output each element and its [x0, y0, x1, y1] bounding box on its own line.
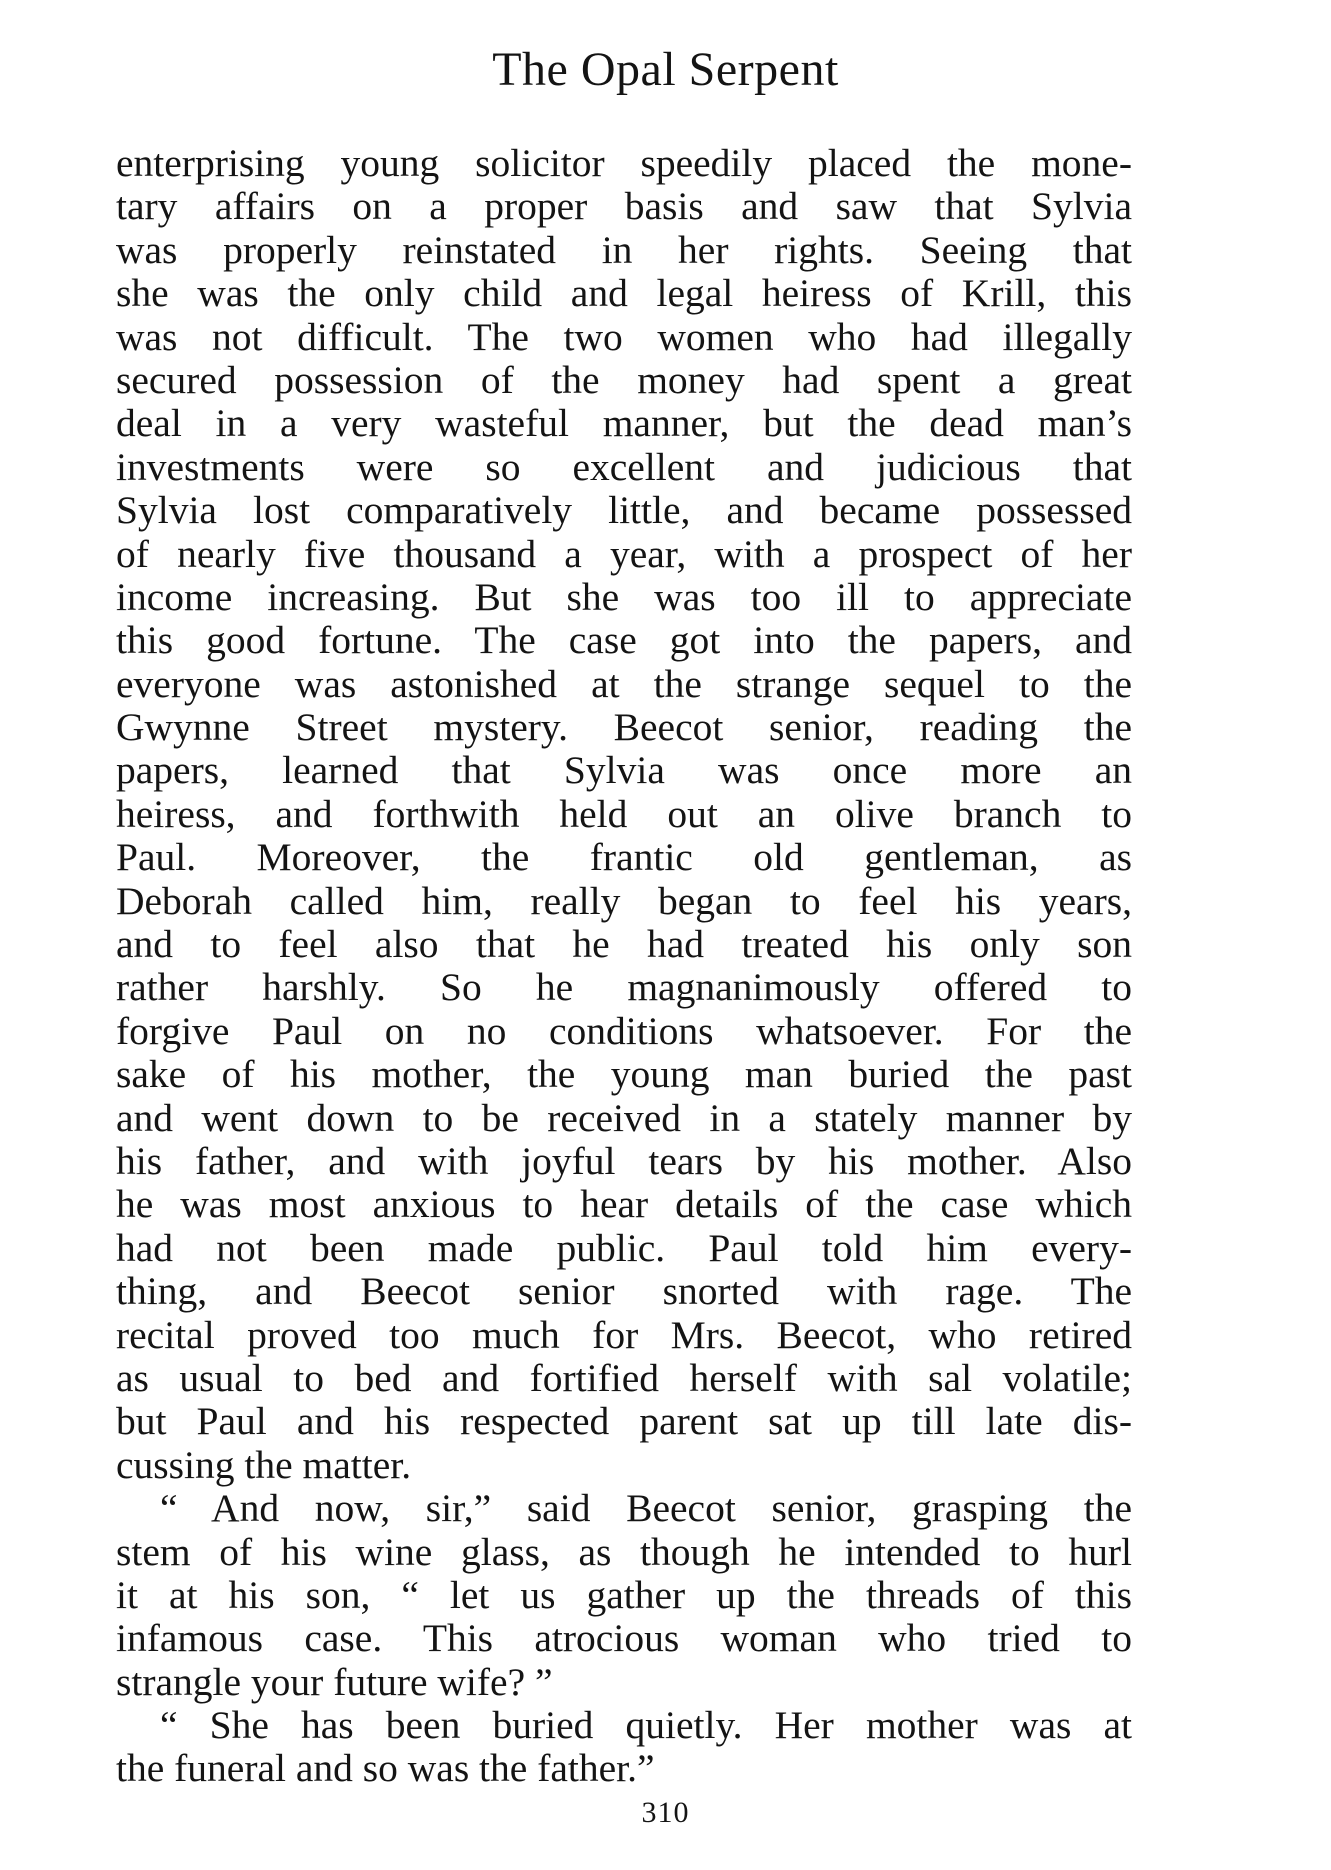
text-line: secured possession of the money had spent a great: [116, 357, 1132, 402]
text-line: was properly reinstated in her rights. Seeing that: [116, 227, 1132, 272]
text-line: rather harshly. So he magnanimously offered to: [116, 965, 1132, 1010]
page-title: The Opal Serpent: [492, 43, 839, 96]
text-line: Deborah called him, really began to feel his years,: [116, 878, 1132, 923]
text-line: she was the only child and legal heiress of Krill, this: [116, 271, 1132, 316]
text-line: sake of his mother, the young man buried the past: [116, 1052, 1132, 1097]
text-line: thing, and Beecot senior snorted with rage. The: [116, 1269, 1132, 1314]
text-line: recital proved too much for Mrs. Beecot, who retired: [116, 1312, 1132, 1357]
text-line: had not been made public. Paul told him every-: [116, 1225, 1132, 1270]
text-line: cussing the matter.: [116, 1442, 412, 1487]
text-line: investments were so excellent and judicious that: [116, 444, 1132, 489]
text-line: infamous case. This atrocious woman who tried to: [116, 1616, 1132, 1661]
text-line: strangle your future wife? ”: [116, 1659, 553, 1704]
text-line: and went down to be received in a stately manner by: [116, 1095, 1132, 1140]
text-line: stem of his wine glass, as though he intended to hurl: [116, 1529, 1132, 1574]
text-line: was not difficult. The two women who had illegally: [116, 314, 1132, 359]
text-line: he was most anxious to hear details of the case which: [116, 1182, 1132, 1227]
text-line: this good fortune. The case got into the papers, and: [116, 618, 1132, 663]
text-line: “ And now, sir,” said Beecot senior, grasping the: [160, 1486, 1132, 1531]
text-line: papers, learned that Sylvia was once more an: [116, 748, 1132, 793]
text-line: “ She has been buried quietly. Her mother was at: [160, 1703, 1132, 1748]
text-line: forgive Paul on no conditions whatsoever. For the: [116, 1008, 1132, 1053]
text-line: Gwynne Street mystery. Beecot senior, reading the: [116, 705, 1132, 750]
text-line: it at his son, “ let us gather up the threads of this: [116, 1572, 1132, 1617]
text-line: enterprising young solicitor speedily placed the mone-: [116, 141, 1132, 185]
text-line: the funeral and so was the father.”: [116, 1746, 655, 1791]
text-line: and to feel also that he had treated his only son: [116, 922, 1132, 967]
page-number: 310: [641, 1796, 690, 1829]
text-line: income increasing. But she was too ill to appreciate: [116, 574, 1132, 619]
text-line: deal in a very wasteful manner, but the dead man’s: [116, 401, 1132, 446]
text-line: everyone was astonished at the strange sequel to the: [116, 661, 1132, 706]
text-line: tary affairs on a proper basis and saw that Sylvia: [116, 184, 1132, 229]
text-line: Sylvia lost comparatively little, and became possessed: [116, 488, 1132, 533]
text-line: Paul. Moreover, the frantic old gentleman, as: [116, 835, 1132, 880]
text-line: of nearly five thousand a year, with a prospect of her: [116, 531, 1132, 576]
text-line: as usual to bed and fortified herself with sal volatile;: [116, 1355, 1132, 1400]
text-line: but Paul and his respected parent sat up till late dis-: [116, 1399, 1132, 1444]
text-line: his father, and with joyful tears by his mother. Also: [116, 1138, 1132, 1183]
text-line: heiress, and forthwith held out an olive branch to: [116, 791, 1132, 836]
body-text: [116, 142, 1132, 1791]
